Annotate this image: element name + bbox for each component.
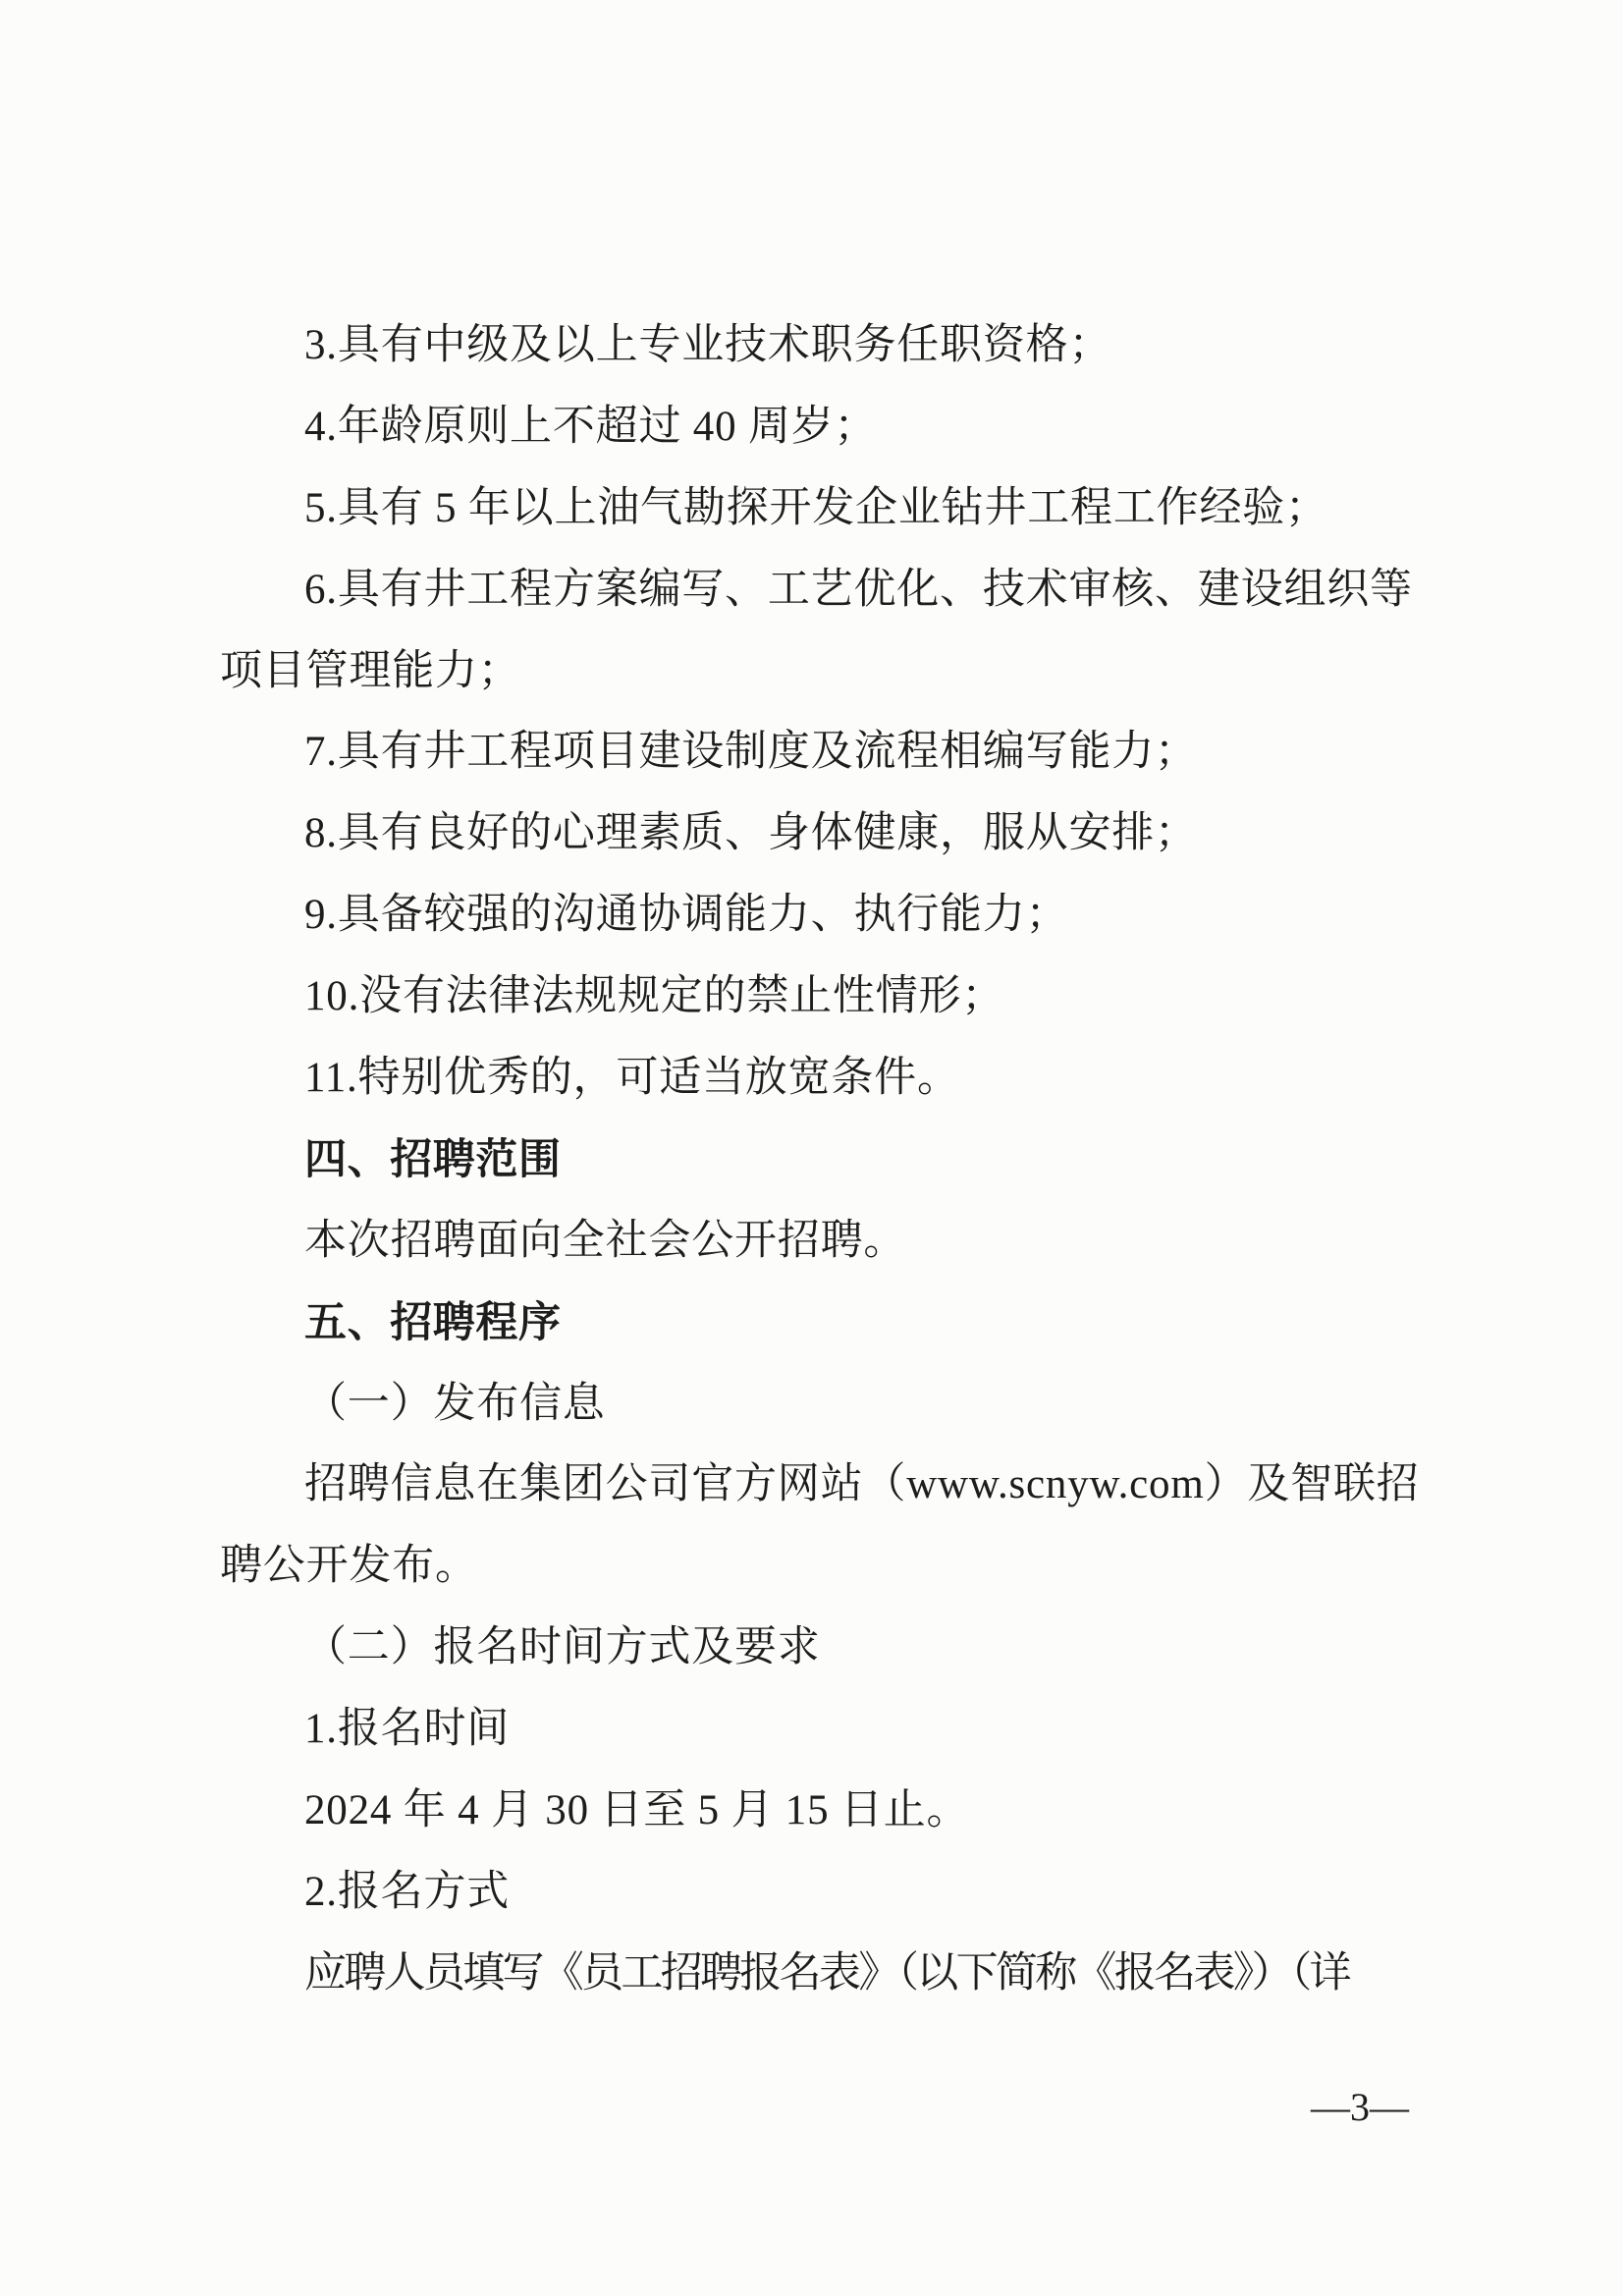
subsection-heading: （二）报名时间方式及要求 [304,1624,821,1671]
requirement-text: 10.没有法律法规规定的禁止性情形； [304,973,1005,1020]
requirement-text: 7.具有井工程项目建设制度及流程相编写能力； [304,729,1198,776]
section-heading: 五、招聘程序 [304,1297,562,1347]
requirement-text: 6.具有井工程方案编写、工艺优化、技术审核、建设组织等 [304,566,1413,613]
requirement-item [220,957,1496,1038]
requirement-text-continued: 项目管理能力； [220,647,521,694]
subsection-publish-info [220,1364,1496,1609]
requirement-item [220,875,1496,957]
requirement-item [220,387,1496,468]
numbered-item-heading: 1.报名时间 [304,1706,511,1753]
subsection-heading: （一）发布信息 [304,1380,606,1427]
requirement-text: 9.具备较强的沟通协调能力、执行能力； [304,892,1069,939]
requirement-text: 11.特别优秀的，可适当放宽条件。 [304,1055,960,1102]
numbered-item-body: 2024 年 4 月 30 日至 5 月 15 日止。 [304,1787,970,1834]
requirement-item [220,712,1496,793]
requirement-text: 3.具有中级及以上专业技术职务任职资格； [304,322,1112,368]
requirement-item [220,793,1496,875]
page-number: —3— [1311,2085,1409,2129]
requirement-item [220,550,1496,713]
subsection-body-continued: 聘公开发布。 [220,1543,478,1590]
section-body: 本次招聘面向全社会公开招聘。 [304,1217,907,1264]
subsection-body: 招聘信息在集团公司官方网站（www.scnyw.com）及智联招 [304,1461,1420,1508]
requirement-text: 8.具有良好的心理素质、身体健康，服从安排； [304,810,1198,857]
requirement-item [220,1038,1496,1120]
numbered-item-body: 应聘人员填写《员工招聘报名表》（以下简称《报名表》）（详 [304,1949,1349,1996]
section-heading: 四、招聘范围 [304,1134,562,1184]
document-body [220,305,1496,2015]
requirement-text: 4.年龄原则上不超过 40 周岁； [304,403,878,450]
section-scope [220,1120,1496,1283]
requirement-item [220,468,1496,550]
requirement-item [220,305,1496,387]
subsection-registration [220,1608,1496,2014]
section-procedure [220,1283,1496,2015]
numbered-item-heading: 2.报名方式 [304,1868,511,1915]
requirement-text: 5.具有 5 年以上油气勘探开发企业钻井工程工作经验； [304,484,1328,531]
